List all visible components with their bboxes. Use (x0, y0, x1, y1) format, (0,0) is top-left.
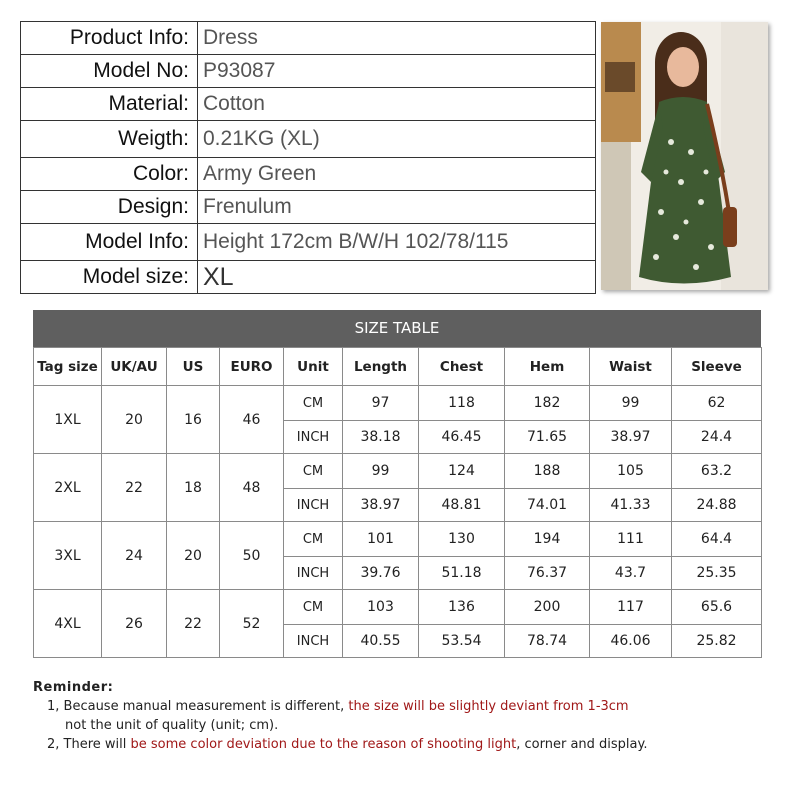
measure-cell: 103 (343, 590, 419, 625)
product-info-table (20, 21, 596, 294)
reminder-item-2-highlight: be some color deviation due to the reason of shooting light (130, 737, 517, 752)
measure-cell: 111 (590, 522, 672, 557)
info-label: Color: (21, 158, 198, 191)
table-row (34, 522, 762, 557)
measure-cell: 101 (343, 522, 419, 557)
measure-cell: 64.4 (672, 522, 762, 557)
measure-cell: 39.76 (343, 557, 419, 590)
info-label: Product Info: (21, 22, 198, 55)
euro-cell: 48 (220, 454, 284, 522)
unit-cell: INCH (284, 421, 343, 454)
info-value: Dress (198, 22, 596, 55)
column-header: Waist (590, 348, 672, 386)
table-row (34, 386, 762, 421)
column-header: Chest (419, 348, 505, 386)
column-header: US (167, 348, 220, 386)
info-value: Army Green (198, 158, 596, 191)
info-label: Design: (21, 191, 198, 224)
measure-cell: 62 (672, 386, 762, 421)
unit-cell: CM (284, 590, 343, 625)
reminder-item-1-highlight: the size will be slightly deviant from 1-3cm (348, 699, 629, 714)
measure-cell: 74.01 (505, 489, 590, 522)
reminder-item-2 (33, 735, 647, 754)
unit-cell: CM (284, 522, 343, 557)
measure-cell: 38.97 (590, 421, 672, 454)
info-label: Material: (21, 88, 198, 121)
measure-cell: 25.35 (672, 557, 762, 590)
info-row (21, 191, 596, 224)
measure-cell: 43.7 (590, 557, 672, 590)
size-table-header (34, 348, 762, 386)
reminder-item-1 (33, 697, 647, 716)
table-row (34, 590, 762, 625)
euro-cell: 52 (220, 590, 284, 658)
measure-cell: 38.18 (343, 421, 419, 454)
unit-cell: INCH (284, 489, 343, 522)
column-header: Unit (284, 348, 343, 386)
measure-cell: 40.55 (343, 625, 419, 658)
column-header: Sleeve (672, 348, 762, 386)
tag-size-cell: 1XL (34, 386, 102, 454)
column-header: Hem (505, 348, 590, 386)
reminder-title: Reminder: (33, 680, 114, 695)
info-row (21, 121, 596, 158)
unit-cell: INCH (284, 625, 343, 658)
measure-cell: 63.2 (672, 454, 762, 489)
uk-au-cell: 26 (102, 590, 167, 658)
euro-cell: 50 (220, 522, 284, 590)
measure-cell: 41.33 (590, 489, 672, 522)
measure-cell: 24.4 (672, 421, 762, 454)
reminder-item-2-end: , corner and display. (516, 737, 648, 752)
measure-cell: 117 (590, 590, 672, 625)
info-row (21, 261, 596, 294)
column-header: UK/AU (102, 348, 167, 386)
reminder (33, 678, 647, 754)
measure-cell: 118 (419, 386, 505, 421)
measure-cell: 182 (505, 386, 590, 421)
table-row (34, 454, 762, 489)
info-value: Frenulum (198, 191, 596, 224)
measure-cell: 99 (590, 386, 672, 421)
measure-cell: 194 (505, 522, 590, 557)
info-value: Cotton (198, 88, 596, 121)
column-header: Tag size (34, 348, 102, 386)
measure-cell: 97 (343, 386, 419, 421)
info-label: Weigth: (21, 121, 198, 158)
measure-cell: 76.37 (505, 557, 590, 590)
uk-au-cell: 20 (102, 386, 167, 454)
size-table (33, 347, 762, 658)
column-header: EURO (220, 348, 284, 386)
reminder-item-2-text: 2, There will (47, 737, 131, 752)
info-row (21, 224, 596, 261)
unit-cell: INCH (284, 557, 343, 590)
info-value: P93087 (198, 55, 596, 88)
measure-cell: 71.65 (505, 421, 590, 454)
us-cell: 16 (167, 386, 220, 454)
info-label: Model No: (21, 55, 198, 88)
measure-cell: 25.82 (672, 625, 762, 658)
reminder-item-1-text: 1, Because manual measurement is different, (47, 699, 349, 714)
unit-cell: CM (284, 386, 343, 421)
measure-cell: 200 (505, 590, 590, 625)
measure-cell: 53.54 (419, 625, 505, 658)
info-row (21, 55, 596, 88)
size-table-title: SIZE TABLE (33, 310, 761, 347)
info-label: Model Info: (21, 224, 198, 261)
info-value: XL (198, 261, 596, 294)
measure-cell: 24.88 (672, 489, 762, 522)
measure-cell: 124 (419, 454, 505, 489)
measure-cell: 48.81 (419, 489, 505, 522)
uk-au-cell: 22 (102, 454, 167, 522)
measure-cell: 46.45 (419, 421, 505, 454)
measure-cell: 105 (590, 454, 672, 489)
uk-au-cell: 24 (102, 522, 167, 590)
tag-size-cell: 4XL (34, 590, 102, 658)
measure-cell: 136 (419, 590, 505, 625)
info-row (21, 22, 596, 55)
measure-cell: 99 (343, 454, 419, 489)
measure-cell: 78.74 (505, 625, 590, 658)
measure-cell: 130 (419, 522, 505, 557)
measure-cell: 188 (505, 454, 590, 489)
model-photo-icon (601, 22, 768, 290)
info-value: Height 172cm B/W/H 102/78/115 (198, 224, 596, 261)
info-label: Model size: (21, 261, 198, 294)
euro-cell: 46 (220, 386, 284, 454)
measure-cell: 51.18 (419, 557, 505, 590)
info-row (21, 158, 596, 191)
info-row (21, 88, 596, 121)
tag-size-cell: 2XL (34, 454, 102, 522)
us-cell: 20 (167, 522, 220, 590)
column-header: Length (343, 348, 419, 386)
model-photo (601, 22, 768, 290)
tag-size-cell: 3XL (34, 522, 102, 590)
info-value: 0.21KG (XL) (198, 121, 596, 158)
unit-cell: CM (284, 454, 343, 489)
measure-cell: 65.6 (672, 590, 762, 625)
us-cell: 22 (167, 590, 220, 658)
measure-cell: 38.97 (343, 489, 419, 522)
us-cell: 18 (167, 454, 220, 522)
measure-cell: 46.06 (590, 625, 672, 658)
reminder-item-1-continued: not the unit of quality (unit; cm). (65, 718, 279, 733)
